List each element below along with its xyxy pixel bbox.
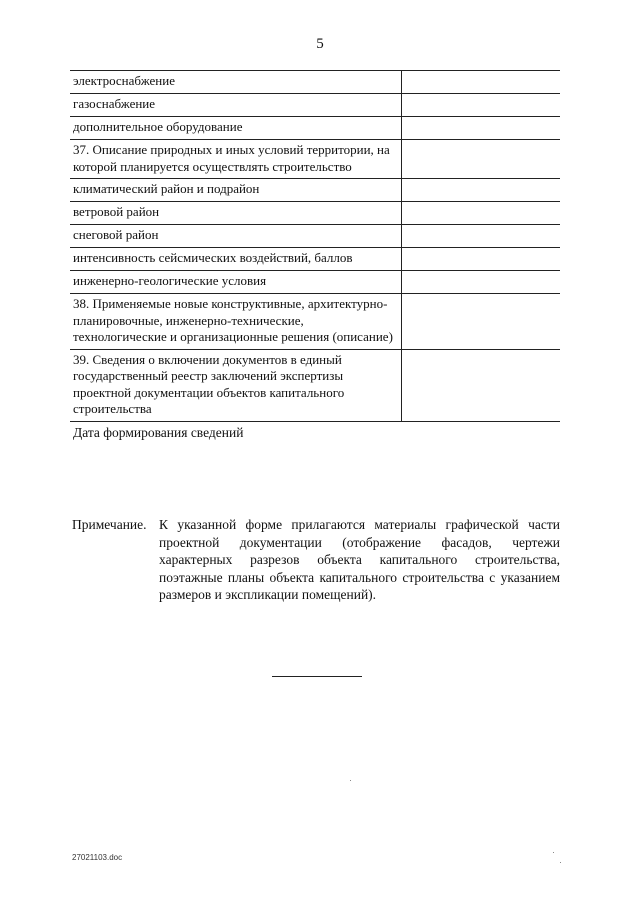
date-label: Дата формирования сведений: [73, 424, 244, 440]
scan-speck: [560, 862, 561, 863]
table-row: [70, 248, 560, 271]
row-value-registry: [402, 349, 561, 421]
table-row: [70, 71, 560, 94]
table-row: [70, 94, 560, 117]
row-value-natural-conditions: [402, 140, 561, 179]
row-value-extra-equipment: [402, 117, 561, 140]
table-row: [70, 202, 560, 225]
note-text: К указанной форме прилагаются материалы графической части проектной документации (отображение фасадов, чертежи характерных разрезов объекта капитального строительства, поэтажные планы объекта капитального строительства с указанием размеров и экспликации помещений).: [159, 517, 560, 602]
page-number: 5: [316, 36, 324, 52]
footer-code: 27021103.doc: [72, 853, 123, 862]
row-label-snow-region: снеговой район: [70, 225, 402, 248]
row-value-snow-region: [402, 225, 561, 248]
row-label-new-solutions: 38. Применяемые новые конструктивные, архитектурно-планировочные, инженерно-технические, технологические и организационные решения (описание): [70, 294, 402, 350]
note: [72, 516, 560, 604]
row-value-geology: [402, 271, 561, 294]
row-label-electricity: электроснабжение: [70, 71, 402, 94]
note-heading: Примечание.: [72, 517, 147, 532]
table-row: [70, 225, 560, 248]
row-label-registry: 39. Сведения о включении документов в единый государственный реестр заключений экспертизы проектной документации объектов капитального строительства: [70, 349, 402, 421]
row-value-climate-region: [402, 179, 561, 202]
row-value-electricity: [402, 71, 561, 94]
row-label-climate-region: климатический район и подрайон: [70, 179, 402, 202]
row-value-wind-region: [402, 202, 561, 225]
table-row: [70, 294, 560, 350]
table-row: [70, 117, 560, 140]
end-divider: [272, 676, 362, 677]
scan-speck: [350, 780, 351, 781]
form-table: [70, 70, 560, 445]
row-label-gas: газоснабжение: [70, 94, 402, 117]
row-label-extra-equipment: дополнительное оборудование: [70, 117, 402, 140]
table-row: [70, 271, 560, 294]
row-label-geology: инженерно-геологические условия: [70, 271, 402, 294]
table-row: [70, 421, 560, 445]
table-row: [70, 349, 560, 421]
row-label-wind-region: ветровой район: [70, 202, 402, 225]
scan-speck: [553, 852, 554, 853]
row-label-natural-conditions: 37. Описание природных и иных условий территории, на которой планируется осуществлять строительство: [70, 140, 402, 179]
row-value-gas: [402, 94, 561, 117]
table-row: [70, 179, 560, 202]
row-value-new-solutions: [402, 294, 561, 350]
table-row: [70, 140, 560, 179]
row-value-seismic: [402, 248, 561, 271]
row-label-seismic: интенсивность сейсмических воздействий, баллов: [70, 248, 402, 271]
